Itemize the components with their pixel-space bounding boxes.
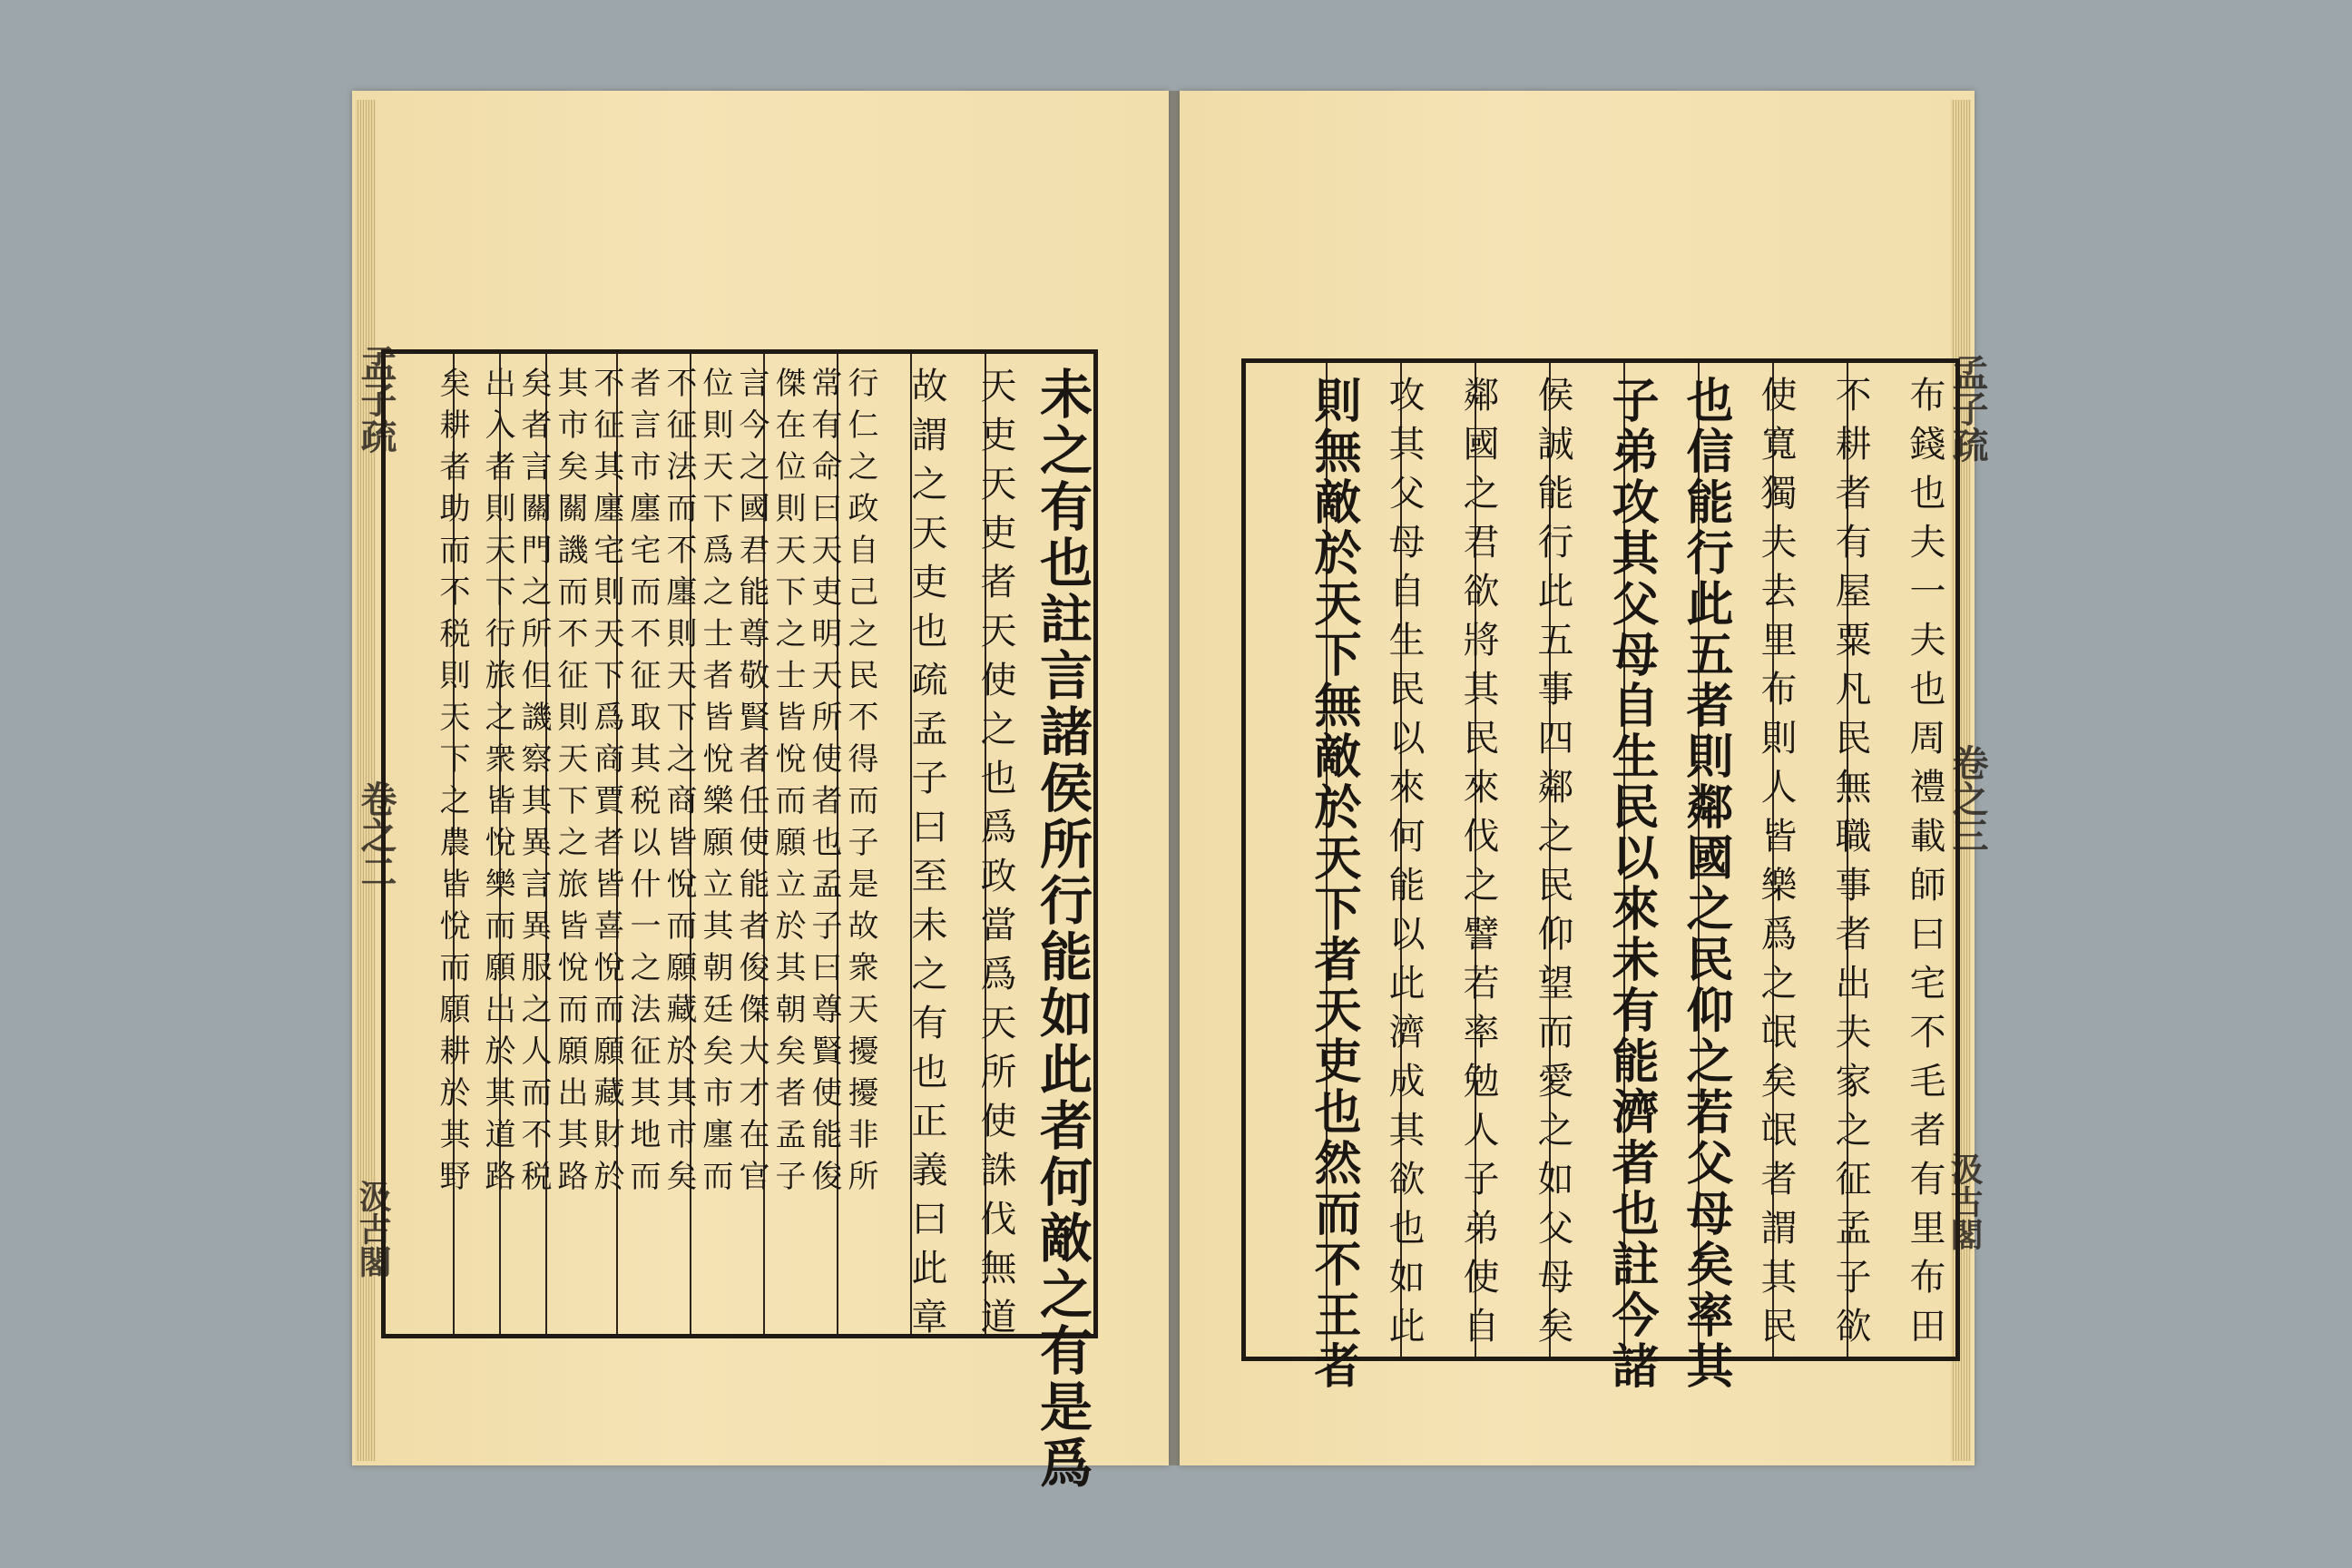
- text-column: 攻其父母自生民以來何能以此濟成其欲也如此: [1383, 376, 1425, 1356]
- text-column: 天吏天吏者天使之也爲政當爲天所使誅伐無道: [975, 367, 1016, 1347]
- left-side-label: 孟子疏: [355, 345, 397, 454]
- left-text-block: [381, 349, 1098, 1492]
- text-column: 矣者言關門之所但譏察其異言異服之人而不税: [515, 367, 552, 1201]
- text-column: 矣耕者助而不税則天下之農皆悅而願耕於其野: [434, 367, 470, 1201]
- right-side-label-volume: 卷之三: [1946, 744, 1989, 853]
- text-column: 傑在位則天下之士皆悅而願立於其朝矣者孟子: [769, 367, 806, 1201]
- text-column: 出入者則天下行旅之衆皆悅樂而願出於其道路: [479, 367, 515, 1201]
- right-side-label-publisher: 汲古閣: [1945, 1152, 1984, 1250]
- text-column: 不征法而不廛則天下之商皆悅而願藏於其市矣: [661, 367, 697, 1201]
- right-text-block: [1241, 358, 1960, 1392]
- text-column: 則無敵於天下無敵於天下者天吏也然而不王者: [1306, 376, 1361, 1392]
- text-column: 不耕者有屋粟凡民無職事者出夫家之征孟子欲: [1829, 376, 1871, 1356]
- text-column: 故謂之天吏也疏孟子曰至未之有也正義曰此章: [906, 367, 947, 1347]
- text-column: 未之有也註言諸侯所行能如此者何敵之有是爲: [1031, 367, 1093, 1492]
- text-column: 布錢也夫一夫也周禮載師曰宅不毛者有里布田: [1904, 376, 1945, 1356]
- text-column: 常有命曰天吏明天所使者也孟子曰尊賢使能俊: [806, 367, 842, 1201]
- text-column: 使寬獨夫去里布則人皆樂爲之氓矣氓者謂其民: [1755, 376, 1797, 1356]
- text-column: 鄰國之君欲將其民來伐之譬若率勉人子弟使自: [1457, 376, 1499, 1356]
- text-column: 言今之國君能尊敬賢者任使能者俊傑大才在官: [733, 367, 769, 1201]
- left-side-label-volume: 卷之二: [355, 780, 397, 889]
- text-column: 也信能行此五者則鄰國之民仰之若父母矣率其: [1678, 376, 1733, 1392]
- text-column: 位則天下爲之士者皆悅樂願立其朝廷矣市廛而: [697, 367, 733, 1201]
- text-column: 行仁之政自己之民不得而子是故衆天擾擾非所: [842, 367, 878, 1201]
- text-column: 子弟攻其父母自生民以來未有能濟者也註今諸: [1603, 376, 1659, 1392]
- left-side-label-publisher: 汲古閣: [354, 1180, 392, 1278]
- text-column: 不征其廛宅則天下爲商賈者皆喜悅而願藏財於: [588, 367, 624, 1201]
- text-column: 侯誠能行此五事四鄰之民仰望而愛之如父母矣: [1532, 376, 1573, 1356]
- right-side-label: 孟子疏: [1946, 354, 1989, 463]
- text-column: 者言市廛宅而不征取其税以什一之法征其地而: [624, 367, 661, 1201]
- text-column: 其市矣關譏而不征則天下之旅皆悅而願出其路: [552, 367, 588, 1201]
